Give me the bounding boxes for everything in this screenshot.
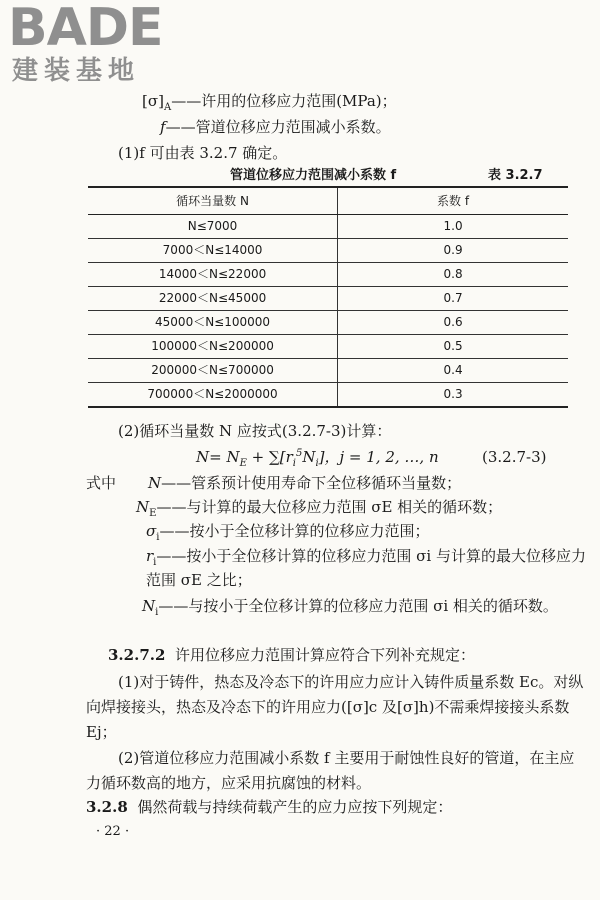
cell-factor: 0.8: [338, 263, 568, 287]
cell-cycles: 700000＜N≤2000000: [88, 383, 338, 408]
item-2: (2)循环当量数 N 应按式(3.2.7-3)计算：: [118, 422, 392, 440]
table-caption: 管道位移应力范围减小系数 f: [230, 168, 397, 183]
page-number: · 22 ·: [96, 824, 130, 839]
table-row: [88, 311, 568, 335]
section-number: 3.2.7.2: [108, 646, 166, 664]
table-row: [88, 335, 568, 359]
logo-subtitle: 建装基地: [12, 56, 141, 86]
table-header-row: [88, 187, 568, 215]
section-title: 偶然荷载与持续荷载产生的应力应按下列规定：: [137, 798, 453, 816]
cell-cycles: 45000＜N≤100000: [88, 311, 338, 335]
definition-ne: $N_E——$与计算的最大位移应力范围 σE 相关的循环数；: [136, 498, 503, 519]
table-row: [88, 215, 568, 239]
cell-factor: 0.3: [338, 383, 568, 408]
table-number: 表 3.2.7: [488, 168, 543, 183]
reduction-factor-table: [88, 186, 568, 408]
cell-factor: 0.6: [338, 311, 568, 335]
cell-cycles: 100000＜N≤200000: [88, 335, 338, 359]
section-3-2-7-2: [108, 644, 475, 667]
cell-cycles: 200000＜N≤700000: [88, 359, 338, 383]
table-row: [88, 383, 568, 408]
definition-r-i: $r_i——$按小于全位移计算的位移应力范围 σi 与计算的最大位移应力范围 σE 之比；: [146, 547, 586, 589]
definition-sigma-i: $\sigma_i——$按小于全位移计算的位移应力范围；: [146, 522, 430, 543]
table-row: [88, 263, 568, 287]
definition-n-i: $N_i——$与按小于全位移计算的位移应力范围 σi 相关的循环数。: [142, 597, 558, 618]
table-row: [88, 359, 568, 383]
formula-number: (3.2.7-3): [482, 448, 547, 466]
table-row: [88, 287, 568, 311]
section-title: 许用位移应力范围计算应符合下列补充规定：: [174, 646, 475, 664]
definition-n: N——管系预计使用寿命下全位移循环当量数；: [148, 474, 462, 492]
cell-factor: 0.4: [338, 359, 568, 383]
table-row: [88, 239, 568, 263]
column-header-factor: 系数 f: [338, 187, 568, 215]
section-3-2-8: [86, 796, 452, 819]
cell-cycles: 14000＜N≤22000: [88, 263, 338, 287]
definition-f: f——管道位移应力范围减小系数。: [160, 118, 391, 136]
section-number: 3.2.8: [86, 798, 128, 816]
cell-cycles: 22000＜N≤45000: [88, 287, 338, 311]
cell-cycles: 7000＜N≤14000: [88, 239, 338, 263]
definition-sigma-a: $[\sigma]_A——$许用的位移应力范围(MPa)；: [142, 92, 397, 113]
cell-factor: 1.0: [338, 215, 568, 239]
item-1: (1)f 可由表 3.2.7 确定。: [118, 144, 288, 162]
formula: $N= N_E + \sum[r_i^5N_i]$，j = 1, 2, …, n: [196, 448, 439, 469]
paragraph-1: (1)对于铸件，热态及冷态下的许用应力应计入铸件质量系数 Ec。对纵向焊接接头，热态及冷态下的许用应力([σ]c 及[σ]h)不需乘焊接接头系数 Ej；: [86, 673, 584, 741]
column-header-cycles: 循环当量数 N: [88, 187, 338, 215]
where-label: 式中: [86, 474, 117, 492]
cell-factor: 0.9: [338, 239, 568, 263]
cell-cycles: N≤7000: [88, 215, 338, 239]
paragraph-2: (2)管道位移应力范围减小系数 f 主要用于耐蚀性良好的管道，在主应力循环数高的地方，应采用抗腐蚀的材料。: [86, 749, 575, 792]
cell-factor: 0.7: [338, 287, 568, 311]
logo-text: BADE: [8, 0, 163, 58]
cell-factor: 0.5: [338, 335, 568, 359]
